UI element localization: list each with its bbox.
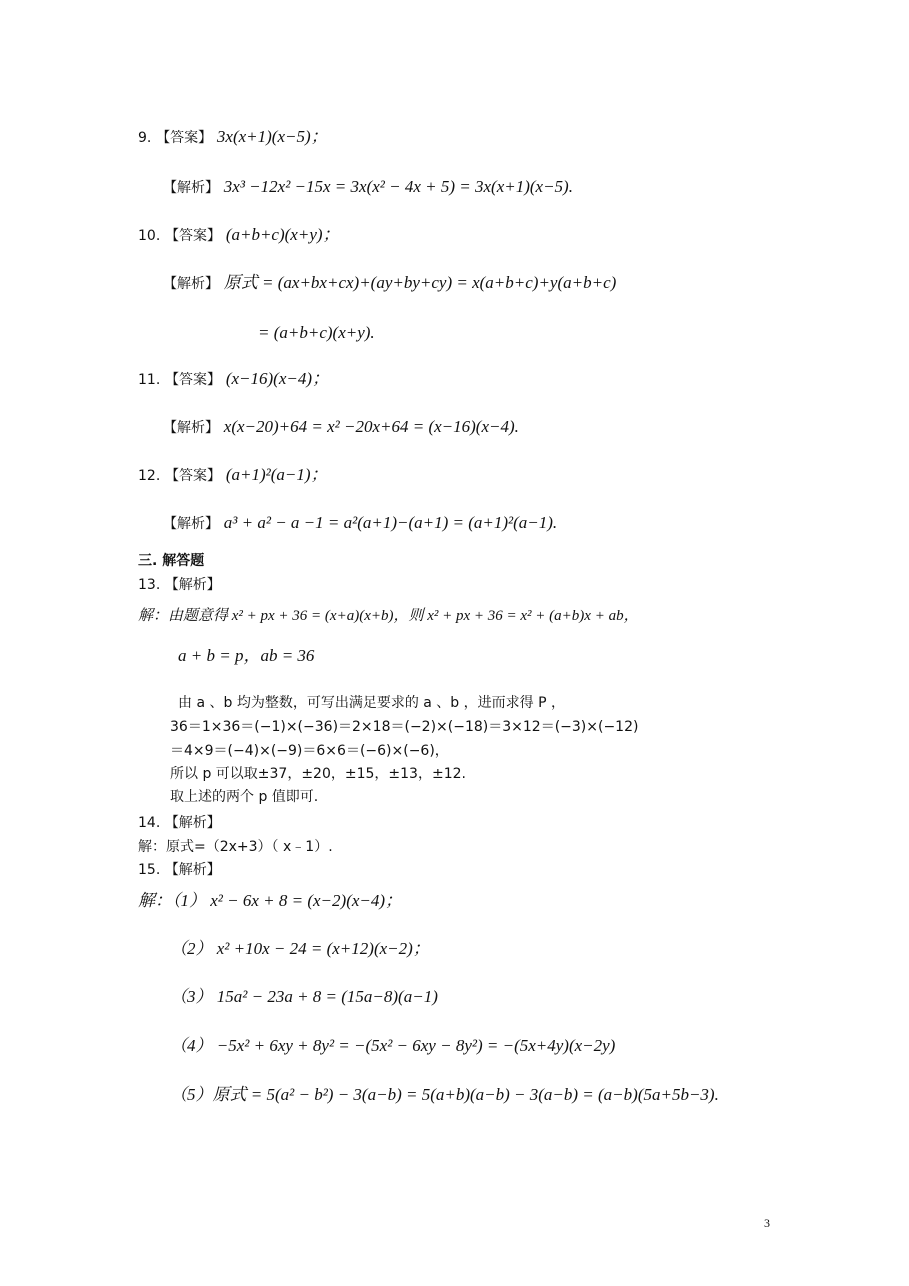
- analysis-tag: 【解析】: [163, 516, 219, 532]
- q14-line-1: 解：原式=（2x+3）（ x﹣1）.: [138, 839, 333, 855]
- q13-line-1: 解：由题意得 x² + px + 36 = (x+a)(x+b)，则 x² + px + 36 = x² + (a+b)x + ab，: [138, 608, 639, 624]
- analysis-tag: 【解析】: [163, 276, 219, 292]
- answer-tag: 【答案】: [165, 228, 222, 244]
- answer-expression: (x−16)(x−4)；: [225, 369, 330, 388]
- question-number: 9.: [138, 130, 152, 146]
- q10-analysis-continued: [258, 322, 375, 344]
- q11-answer: [138, 368, 329, 391]
- analysis-expression: 原式 = (ax+bx+cx)+(ay+by+cy) = x(a+b+c)+y(a+b+c): [223, 273, 617, 292]
- question-number: 12.: [138, 468, 161, 484]
- analysis-tag: 【解析】: [163, 180, 219, 196]
- answer-expression: (a+b+c)(x+y)；: [225, 225, 340, 244]
- analysis-expression: = (a+b+c)(x+y).: [258, 323, 375, 342]
- q10-analysis: [163, 272, 616, 295]
- answer-expression: (a+1)²(a−1)；: [225, 465, 328, 484]
- q12-answer: [138, 464, 328, 487]
- q15-part-4: （4） −5x² + 6xy + 8y² = −(5x² − 6xy − 8y²) = −(5x+4y)(x−2y): [170, 1036, 616, 1055]
- q13-line-4: 36＝1×36＝(−1)×(−36)＝2×18＝(−2)×(−18)＝3×12＝(−3)×(−12): [170, 719, 639, 735]
- q15-part-2: （2） x² +10x − 24 = (x+12)(x−2)；: [170, 939, 430, 958]
- q13-line-5: ＝4×9＝(−4)×(−9)＝6×6＝(−6)×(−6)，: [170, 743, 449, 759]
- q14-label: 14. 【解析】: [138, 815, 221, 831]
- question-number: 11.: [138, 372, 161, 388]
- answer-tag: 【答案】: [165, 468, 222, 484]
- q10-answer: [138, 224, 340, 247]
- q13-label: 13. 【解析】: [138, 577, 221, 593]
- q12-analysis: [163, 512, 557, 535]
- q15-label: 15. 【解析】: [138, 862, 221, 878]
- q13-line-7: 取上述的两个 p 值即可.: [170, 789, 319, 805]
- analysis-expression: a³ + a² − a −1 = a²(a+1)−(a+1) = (a+1)²(a−1).: [223, 513, 558, 532]
- q15-part-1: 解：（1） x² − 6x + 8 = (x−2)(x−4)；: [138, 891, 403, 910]
- q15-part-3: （3） 15a² − 23a + 8 = (15a−8)(a−1): [170, 987, 438, 1006]
- analysis-tag: 【解析】: [163, 420, 219, 436]
- q9-answer: [138, 126, 328, 149]
- q11-analysis: [163, 416, 519, 439]
- page-number: 3: [764, 1216, 770, 1230]
- q15-part-5: （5）原式 = 5(a² − b²) − 3(a−b) = 5(a+b)(a−b) − 3(a−b) = (a−b)(5a+5b−3).: [170, 1085, 719, 1104]
- q13-line-2: a + b = p，ab = 36: [178, 646, 315, 665]
- analysis-expression: x(x−20)+64 = x² −20x+64 = (x−16)(x−4).: [223, 417, 519, 436]
- answer-expression: 3x(x+1)(x−5)；: [216, 127, 328, 146]
- section-heading: 三. 解答题: [138, 553, 205, 569]
- question-number: 10.: [138, 228, 161, 244]
- answer-tag: 【答案】: [156, 130, 213, 146]
- analysis-expression: 3x³ −12x² −15x = 3x(x² − 4x + 5) = 3x(x+1)(x−5).: [223, 177, 573, 196]
- q13-line-6: 所以 p 可以取±37，±20，±15，±13，±12.: [170, 766, 466, 782]
- q9-analysis: [163, 176, 573, 199]
- q13-line-3: 由 a 、b 均为整数，可写出满足要求的 a 、b ，进而求得 P ，: [178, 695, 565, 711]
- answer-tag: 【答案】: [165, 372, 222, 388]
